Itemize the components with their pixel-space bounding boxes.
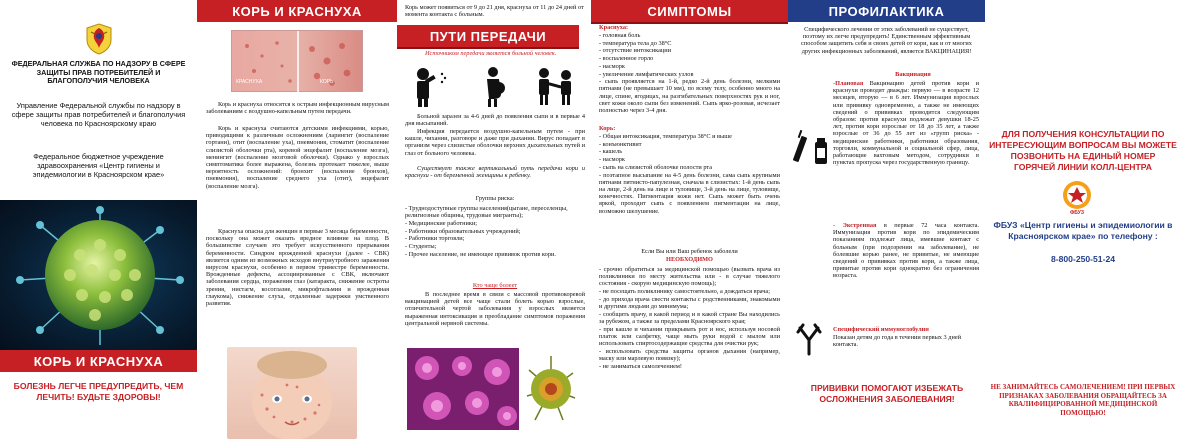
action-item: - срочно обратиться за медицинской помощью (вызвать врача из поликлиники по месту жительства или - в случае тяжелого состояния - скорую медицинскую помощь);	[599, 266, 780, 288]
rubella-symptom: - головная боль	[599, 32, 641, 39]
transmission-icons	[407, 66, 582, 108]
urgent-label: - Экстренная	[833, 222, 877, 229]
rubella-virus-icon	[523, 348, 579, 430]
virus-illustration	[0, 200, 197, 350]
prevention-banner: ПРОФИЛАКТИКА	[788, 0, 985, 22]
rubella-symptom: - насморк	[599, 62, 625, 70]
about-para-2: Корь и краснуха считаются детскими инфекциями, корью, приводящими к различным осложнениям (ларингит (воспаление гортани), отит (воспаление уха), пневмония, стоматит (воспаление слизистой оболочки рта), коревой энцефалит (воспаление мозга), менингит (воспаление мозговой оболочки). Однако у взрослых симптоматика более выражена, болезнь протекает тяжелее, выше вероятность осложнений: бронхит (воспаление бронхов), пневмония), воспаление среднего уха (отит), энцефалит (воспаление мозга).	[206, 125, 389, 190]
panel-symptoms	[591, 0, 788, 439]
if-sick-text: Если Вы или Ваш ребенок заболели	[641, 248, 738, 255]
measles-symptom: - насморк	[599, 156, 625, 164]
fbuz-logo-text: ФБУЗ	[1070, 210, 1084, 216]
panel-prevention	[788, 0, 985, 439]
risk-item: - Работники образовательных учреждений;	[405, 227, 521, 235]
rash-label-measles: КОРЬ	[320, 79, 334, 85]
consult-text: ДЛЯ ПОЛУЧЕНИЯ КОНСУЛЬТАЦИИ ПО ИНТЕРЕСУЮЩИМ ВОПРОСАМ ВЫ МОЖЕТЕ ПОЗВОНИТЬ НА ЕДИНЫЙ НОМЕР ГОРЯЧЕЙ ЛИНИИ КОЛЛ-ЦЕНТРА	[989, 129, 1177, 172]
action-item: - использовать средства защиты органов дыхания (например, маску или марлевую повязку);	[599, 347, 780, 362]
measles-list	[599, 133, 780, 215]
must-text: НЕОБХОДИМО	[666, 256, 713, 263]
rubella-symptom: - отсутствие интоксикации	[599, 47, 672, 55]
risk-title: Группы риска:	[475, 195, 515, 202]
virus-icon	[0, 200, 197, 350]
action-item: - не заниматься самолечением!	[599, 362, 682, 370]
who-title: Кто чаще болеет	[472, 282, 518, 289]
pregnant-woman-icon	[487, 67, 505, 107]
prevention-footer: ПРИВИВКИ ПОМОГАЮТ ИЗБЕЖАТЬ ОСЛОЖНЕНИЯ ЗАБОЛЕВАНИЯ!	[810, 383, 964, 404]
transmission-para-2: Инфекция передается воздушно-капельным путем - при кашле, чихании, разговоре и даже при дыхании. Вирус попадает в организм через слизистые оболочки верхних дыхательных путей и глаз от больного человека.	[405, 128, 585, 157]
risk-list	[405, 205, 585, 258]
measles-symptom: - кашель	[599, 148, 623, 156]
measles-virus-micrograph-icon	[407, 348, 519, 430]
contacts-footer: НЕ ЗАНИМАЙТЕСЬ САМОЛЕЧЕНИЕМ! ПРИ ПЕРВЫХ ПРИЗНАКАХ ЗАБОЛЕВАНИЯ ОБРАЩАЙТЕСЬ ЗА КВАЛИФИЦИРОВАННОЙ МЕДИЦИНСКОЙ ПОМОЩЬЮ!	[990, 383, 1176, 417]
syringe-vial-icon	[793, 128, 833, 168]
vacc-title: Вакцинация	[895, 71, 931, 78]
rubella-symptom: - температура тела до 38°С	[599, 39, 672, 47]
risk-item: - Медицинские работники;	[405, 219, 478, 227]
action-item: - сообщить врачу, в какой период и в какой стране Вы находились за рубежом, а также за пределами Красноярского края;	[599, 310, 780, 325]
about-para-3: Краснуха опасна для женщин в первые 3 месяца беременности, поскольку она может оказать вредное влияние на плод. В большинстве случаев это требует искусственного прерывания беременности. Синдром врожденной краснухи (далее - СВК) является одним из возможных исходов внутриутробного заражения вирусом краснухи, особенно в первом триместре беременности. Врожденные дефекты, ассоциированные с СВК, включают заболевания сердца, поражения глаз (катаракта, снижение остроты зрения, нистагм, косоглазие, микрофтальмия и врожденная глаукома), снижение слуха, отдаленные задержки умственного развития.	[206, 228, 389, 308]
measles-symptom: - сыпь на слизистой оболочке полости рта	[599, 163, 713, 171]
cover-banner: КОРЬ И КРАСНУХА	[0, 350, 197, 372]
risk-item: - Труднодоступные группы населения(цыгане, переселенцы, религиозные общины, трудовые мигранты);	[405, 205, 568, 220]
institution-name: Федеральное бюджетное учреждение здравоохранения «Центр гигиены и эпидемиологии в Красноярском крае»	[32, 152, 165, 179]
rubella-symptom: - воспаленное горло	[599, 55, 654, 63]
org-text: ФБУЗ «Центр гигиены и эпидемиологии в Красноярском крае» по телефону :	[993, 220, 1173, 241]
baby-face-icon	[227, 347, 357, 439]
measles-title: Корь:	[599, 125, 616, 132]
rospotrebnadzor-emblem-icon	[83, 22, 115, 56]
risk-item: - Прочее население, не имеющее прививок против кори.	[405, 250, 556, 258]
vacc-urgent	[833, 222, 979, 280]
rash-photo	[231, 30, 363, 92]
cover-slogan: БОЛЕЗНЬ ЛЕГЧЕ ПРЕДУПРЕДИТЬ, ЧЕМ ЛЕЧИТЬ! БУДЬТЕ ЗДОРОВЫ!	[13, 381, 184, 402]
planned-label: -Плановая	[833, 80, 864, 87]
rash-label-rubella: КРАСНУХА	[236, 79, 263, 85]
baby-photo	[227, 347, 357, 439]
actions-list	[599, 266, 780, 370]
action-item: - до прихода врача свести контакты с родственниками, знакомыми и другими людьми до минимума;	[599, 295, 780, 311]
microscope-images	[407, 348, 579, 430]
children-icon	[539, 68, 571, 105]
panel-transmission	[397, 0, 591, 439]
risk-item: - Работники торговли;	[405, 235, 465, 243]
action-item: - при кашле и чихании прикрывать рот и нос, используя носовой платок или салфетку, чаще мыть руки водой с мылом или использовать спиртосодержащие средства для очистки рук;	[599, 325, 780, 348]
ig-text: Показан детям до года в течении первых 3 дней контакта.	[833, 334, 961, 349]
phone-number[interactable]: 8-800-250-51-24	[1050, 254, 1116, 264]
who-text: В последнее время в связи с массовой противокоревой вакцинацией детей все чаще стали болеть корью взрослые, отличительной чертой заболевания у взрослых является выраженная интоксикация и преобладание симптомов поражения центральной нервной системы.	[405, 291, 585, 327]
panel-contacts	[985, 0, 1181, 439]
rubella-symptom: - сыпь проявляется на 1-й, редко 2-й день болезни, мелкими пятнами (не превышает 10 мм), по всему телу, особенно много на лице, спине, ягодицах, на разгибательных поверхностях рук и ног, свет кожи около сыпи без изменений. Сыпь ярко-розовая, исчезает полностью через 3-4 дня.	[599, 78, 780, 115]
incubation-intro: Корь может появиться от 9 до 21 дня, краснуха от 11 до 24 дней от момента контакта с больным.	[405, 4, 584, 19]
prevention-intro: Специфического лечения от этих заболеваний не существует, поэтому их легче предупредить! Единственным эффективным способом защитить себя и своих детей от кори, как и от многих других инфекционных заболеваний, является ВАКЦИНАЦИЯ!	[801, 26, 972, 55]
rubella-list	[599, 32, 780, 115]
transmission-para-3: Существует также вертикальный путь передачи кори и краснухи - от беременной женщины к ребенку.	[405, 165, 585, 180]
source-text: Источником передачи является больной человек.	[425, 50, 557, 57]
antibody-icon	[796, 322, 822, 356]
rubella-title: Краснуха:	[599, 24, 629, 31]
panel-about	[197, 0, 397, 439]
urgent-text: в первые 72 часа контакта. Иммунизация против кори по эпидемическим показаниям подлежат лица, имевшие контакт с больным (при подозрении на заболевание), не болевшие корью ранее, не привитые, не имеющие сведений о прививках против кори, а также лица, привитые против кори однократно без ограничения возраста.	[833, 222, 979, 280]
measles-symptom: - поэтапное высыпание на 4-5 день болезни, сама сыпь крупными пятнами пятнисто-папулезная, сначала в слизистых: 1-й день сыпь на лице, 2-й день на лице и туловище, 3-й день на лице, туловище, конечностях. Пигментация кожи нет. Сыпь может быть очень яркой, проходит сыпь с появлением пигментации на лице, возможно шелушение.	[599, 171, 780, 215]
measles-symptom: - Общая интоксикация, температура 38°С и выше	[599, 133, 732, 140]
fbuz-logo-icon	[1062, 180, 1092, 210]
transmission-para-1: Больной заразен за 4-6 дней до появления сыпи и в первые 4 дня высыпаний.	[405, 113, 585, 128]
sneeze-icon	[417, 68, 446, 107]
about-para-1: Корь и краснуха относятся к острым инфекционным вирусным заболеваниям с воздушно-капельным путем передачи.	[206, 101, 389, 116]
action-item: - не посещать поликлинику самостоятельно, а дождаться врача;	[599, 288, 770, 296]
vacc-planned	[833, 80, 979, 166]
department-name: Управление Федеральной службы по надзору в сфере защиты прав потребителей и благополучия человека по Красноярскому краю	[11, 101, 186, 128]
ig-title: Специфический иммуноглобулин	[833, 326, 929, 333]
transmission-banner: ПУТИ ПЕРЕДАЧИ	[397, 25, 579, 47]
symptoms-banner: СИМПТОМЫ	[591, 0, 788, 22]
planned-text: Вакцинацию детей против кори и краснухи проводят дважды: первую — в возрасте 12 месяцев, вторую — в 6 лет. Иммунизация взрослых или прививку одновременно, а также не имеющих сведений о прививках проводится следующим образом: против краснухи подлежат девушки 18-25 лет, против кори взрослые от 18 до 35 лет, а также взрослые от 36 до 55 лет из «групп риска» - медицинские работники, работники образования, торговли, коммунальной и социальной сфер, лица, работающие вахтовым методом, сотрудники в пунктах пропуска через государственную границу.	[833, 80, 979, 167]
agency-title: ФЕДЕРАЛЬНАЯ СЛУЖБА ПО НАДЗОРУ В СФЕРЕ ЗАЩИТЫ ПРАВ ПОТРЕБИТЕЛЕЙ И БЛАГОПОЛУЧИЯ ЧЕЛОВЕКА	[11, 59, 186, 86]
risk-item: - Студенты;	[405, 243, 437, 251]
measles-symptom: - конъюнктивит	[599, 140, 642, 148]
rubella-symptom: - увеличение лимфатических узлов	[599, 70, 694, 78]
about-banner: КОРЬ И КРАСНУХА	[197, 0, 397, 22]
panel-cover	[0, 0, 197, 439]
